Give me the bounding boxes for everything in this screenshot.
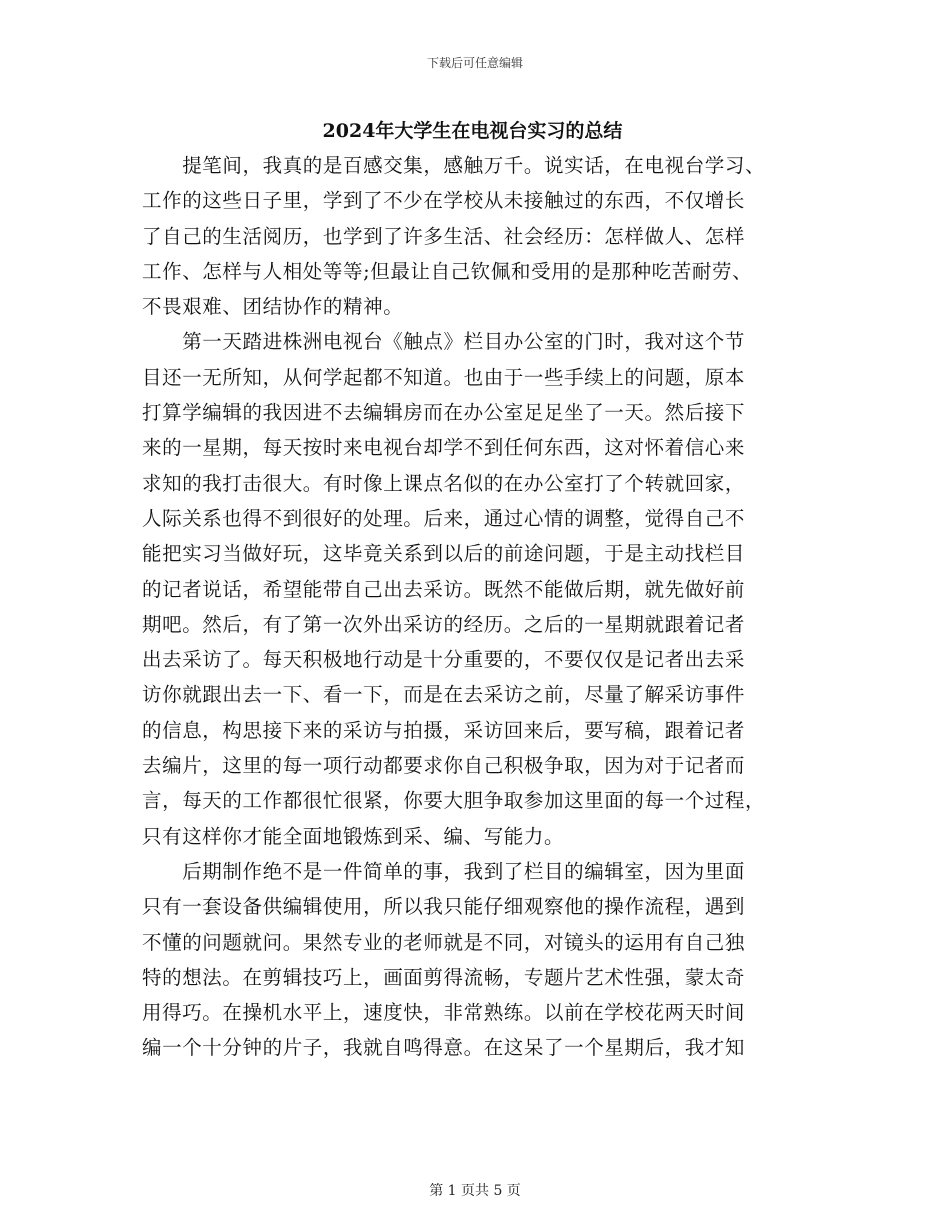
- body-line: 期吧。然后，有了第一次外出采访的经历。之后的一星期就跟着记者: [142, 612, 746, 636]
- body-line: 的记者说话，希望能带自己出去采访。既然不能做后期，就先做好前: [142, 577, 746, 601]
- body-line: 了自己的生活阅历，也学到了许多生活、社会经历：怎样做人、怎样: [142, 224, 746, 248]
- body-line: 后期制作绝不是一件简单的事，我到了栏目的编辑室，因为里面: [142, 859, 746, 883]
- body-line: 来的一星期，每天按时来电视台却学不到任何东西，这对怀着信心来: [142, 436, 746, 460]
- document-title: 2024年大学生在电视台实习的总结: [322, 120, 623, 142]
- body-line: 工作的这些日子里，学到了不少在学校从未接触过的东西，不仅增长: [142, 189, 746, 213]
- body-line: 用得巧。在操机水平上，速度快，非常熟练。以前在学校花两天时间: [142, 1001, 746, 1025]
- header-note: 下载后可任意编辑: [426, 56, 523, 70]
- body-line: 的信息，构思接下来的采访与拍摄，采访回来后，要写稿，跟着记者: [142, 718, 746, 742]
- page-number-footer: 第 1 页共 5 页: [429, 1183, 521, 1199]
- body-line: 第一天踏进株洲电视台《触点》栏目办公室的门时，我对这个节: [142, 330, 746, 354]
- body-line: 去编片，这里的每一项行动都要求你自己积极争取，因为对于记者而: [142, 754, 746, 778]
- body-line: 特的想法。在剪辑技巧上，画面剪得流畅，专题片艺术性强，蒙太奇: [142, 965, 746, 989]
- body-line: 打算学编辑的我因进不去编辑房而在办公室足足坐了一天。然后接下: [142, 401, 746, 425]
- body-line: 能把实习当做好玩，这毕竟关系到以后的前途问题，于是主动找栏目: [142, 542, 746, 566]
- body-line: 求知的我打击很大。有时像上课点名似的在办公室打了个转就回家，: [142, 471, 746, 495]
- body-line: 人际关系也得不到很好的处理。后来，通过心情的调整，觉得自己不: [142, 506, 746, 530]
- body-line: 工作、怎样与人相处等等;但最让自己钦佩和受用的是那种吃苦耐劳、: [142, 259, 753, 283]
- body-line: 目还一无所知，从何学起都不知道。也由于一些手续上的问题，原本: [142, 365, 746, 389]
- body-line: 不畏艰难、团结协作的精神。: [142, 295, 404, 319]
- document-body: [142, 148, 810, 1066]
- body-line: 访你就跟出去一下、看一下，而是在去采访之前，尽量了解采访事件: [142, 683, 746, 707]
- body-line: 只有一套设备供编辑使用，所以我只能仔细观察他的操作流程，遇到: [142, 895, 746, 919]
- body-line: 不懂的问题就问。果然专业的老师就是不同，对镜头的运用有自己独: [142, 930, 746, 954]
- body-line: 出去采访了。每天积极地行动是十分重要的，不要仅仅是记者出去采: [142, 648, 746, 672]
- body-line: 言，每天的工作都很忙很紧，你要大胆争取参加这里面的每一个过程，: [142, 789, 766, 813]
- body-line: 编一个十分钟的片子，我就自鸣得意。在这呆了一个星期后，我才知: [142, 1036, 746, 1060]
- body-line: 提笔间，我真的是百感交集，感触万千。说实话，在电视台学习、: [142, 154, 766, 177]
- body-line: 只有这样你才能全面地锻炼到采、编、写能力。: [142, 824, 565, 848]
